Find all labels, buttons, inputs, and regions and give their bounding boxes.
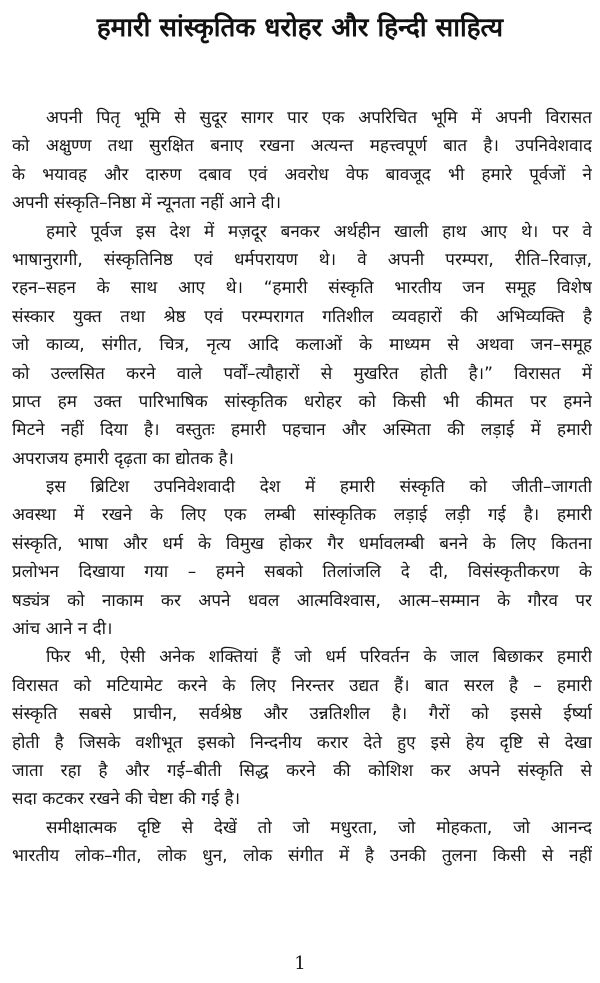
text-line: को उल्लसित करने वाले पर्वों–त्यौहारों से मुखरित होती है।” विरासत में [12, 363, 592, 384]
text-line: सदा कटकर रखने की चेष्टा की गई है। [12, 789, 241, 810]
text-line: प्रलोभन दिखाया गया – हमने सबको तिलांजलि दे दी, विसंस्कृतीकरण के [12, 562, 592, 583]
paragraph [12, 218, 592, 474]
text-line: फिर भी, ऐसी अनेक शक्तियां हैं जो धर्म परिवर्तन के जाल बिछाकर हमारी [46, 647, 592, 668]
text-line: मिटने नहीं दिया है। वस्तुतः हमारी पहचान और अस्मिता की लड़ाई में हमारी [12, 420, 592, 441]
paragraph [12, 473, 592, 643]
text-line: जाता रहा है और गई–बीती सिद्ध करने की कोशिश कर अपने संस्कृति से [12, 760, 592, 781]
page-title: हमारी सांस्कृतिक धरोहर और हिन्दी साहित्य [96, 13, 504, 43]
text-line: भारतीय लोक–गीत, लोक धुन, लोक संगीत में है उनकी तुलना किसी से नहीं [12, 846, 592, 867]
text-line: षड्यंत्र को नाकाम कर अपने धवल आत्मविश्वास, आत्म–सम्मान के गौरव पर [12, 590, 592, 611]
paragraph [12, 104, 592, 218]
text-line: समीक्षात्मक दृष्टि से देखें तो जो मधुरता, जो मोहकता, जो आनन्द [46, 817, 592, 838]
text-line: हमारे पूर्वज इस देश में मज़दूर बनकर अर्थहीन खाली हाथ आए थे। पर वे [46, 221, 592, 242]
body-text [12, 104, 592, 871]
paragraph [12, 814, 592, 871]
text-line: संस्कृति, भाषा और धर्म के विमुख होकर गैर धर्मावलम्बी बनने के लिए कितना [12, 533, 592, 554]
paragraph [12, 643, 592, 813]
text-line: अपनी संस्कृति–निष्ठा में न्यूनता नहीं आने दी। [12, 193, 282, 214]
text-line: जो काव्य, संगीत, चित्र, नृत्य आदि कलाओं के माध्यम से अथवा जन–समूह [12, 335, 592, 356]
text-line: अपराजय हमारी दृढ़ता का द्योतक है। [12, 448, 234, 469]
text-line: को अक्षुण्ण तथा सुरक्षित बनाए रखना अत्यन्त महत्त्वपूर्ण बात है। उपनिवेशवाद [12, 136, 592, 157]
page-number: 1 [294, 953, 306, 974]
text-line: आंच आने न दी। [12, 619, 113, 640]
text-line: रहन–सहन के साथ आए थे। “हमारी संस्कृति भारतीय जन समूह विशेष [12, 278, 592, 299]
text-line: अपनी पितृ भूमि से सुदूर सागर पार एक अपरिचित भूमि में अपनी विरासत [46, 108, 592, 128]
text-line: अवस्था में रखने के लिए एक लम्बी सांस्कृतिक लड़ाई लड़ी गई है। हमारी [12, 505, 592, 526]
text-line: संस्कृति सबसे प्राचीन, सर्वश्रेष्ठ और उन्नतिशील है। गैरों को इससे ईर्ष्या [12, 704, 592, 725]
text-line: भाषानुरागी, संस्कृतिनिष्ठ एवं धर्मपरायण थे। वे अपनी परम्परा, रीति–रिवाज़, [12, 249, 592, 270]
text-line: के भयावह और दारुण दबाव एवं अवरोध वेफ बावजूद भी हमारे पूर्वजों ने [12, 164, 592, 185]
text-line: विरासत को मटियामेट करने के लिए निरन्तर उद्यत हैं। बात सरल है – हमारी [12, 675, 592, 696]
text-line: संस्कार युक्त तथा श्रेष्ठ एवं परम्परागत गतिशील व्यवहारों की अभिव्यक्ति है [12, 306, 592, 327]
text-line: प्राप्त हम उक्त पारिभाषिक सांस्कृतिक धरोहर को किसी भी कीमत पर हमने [12, 391, 592, 412]
text-line: इस ब्रिटिश उपनिवेशवादी देश में हमारी संस्कृति को जीती–जागती [46, 477, 592, 498]
text-line: होती है जिसके वशीभूत इसको निन्दनीय करार देते हुए इसे हेय दृष्टि से देखा [12, 732, 592, 753]
